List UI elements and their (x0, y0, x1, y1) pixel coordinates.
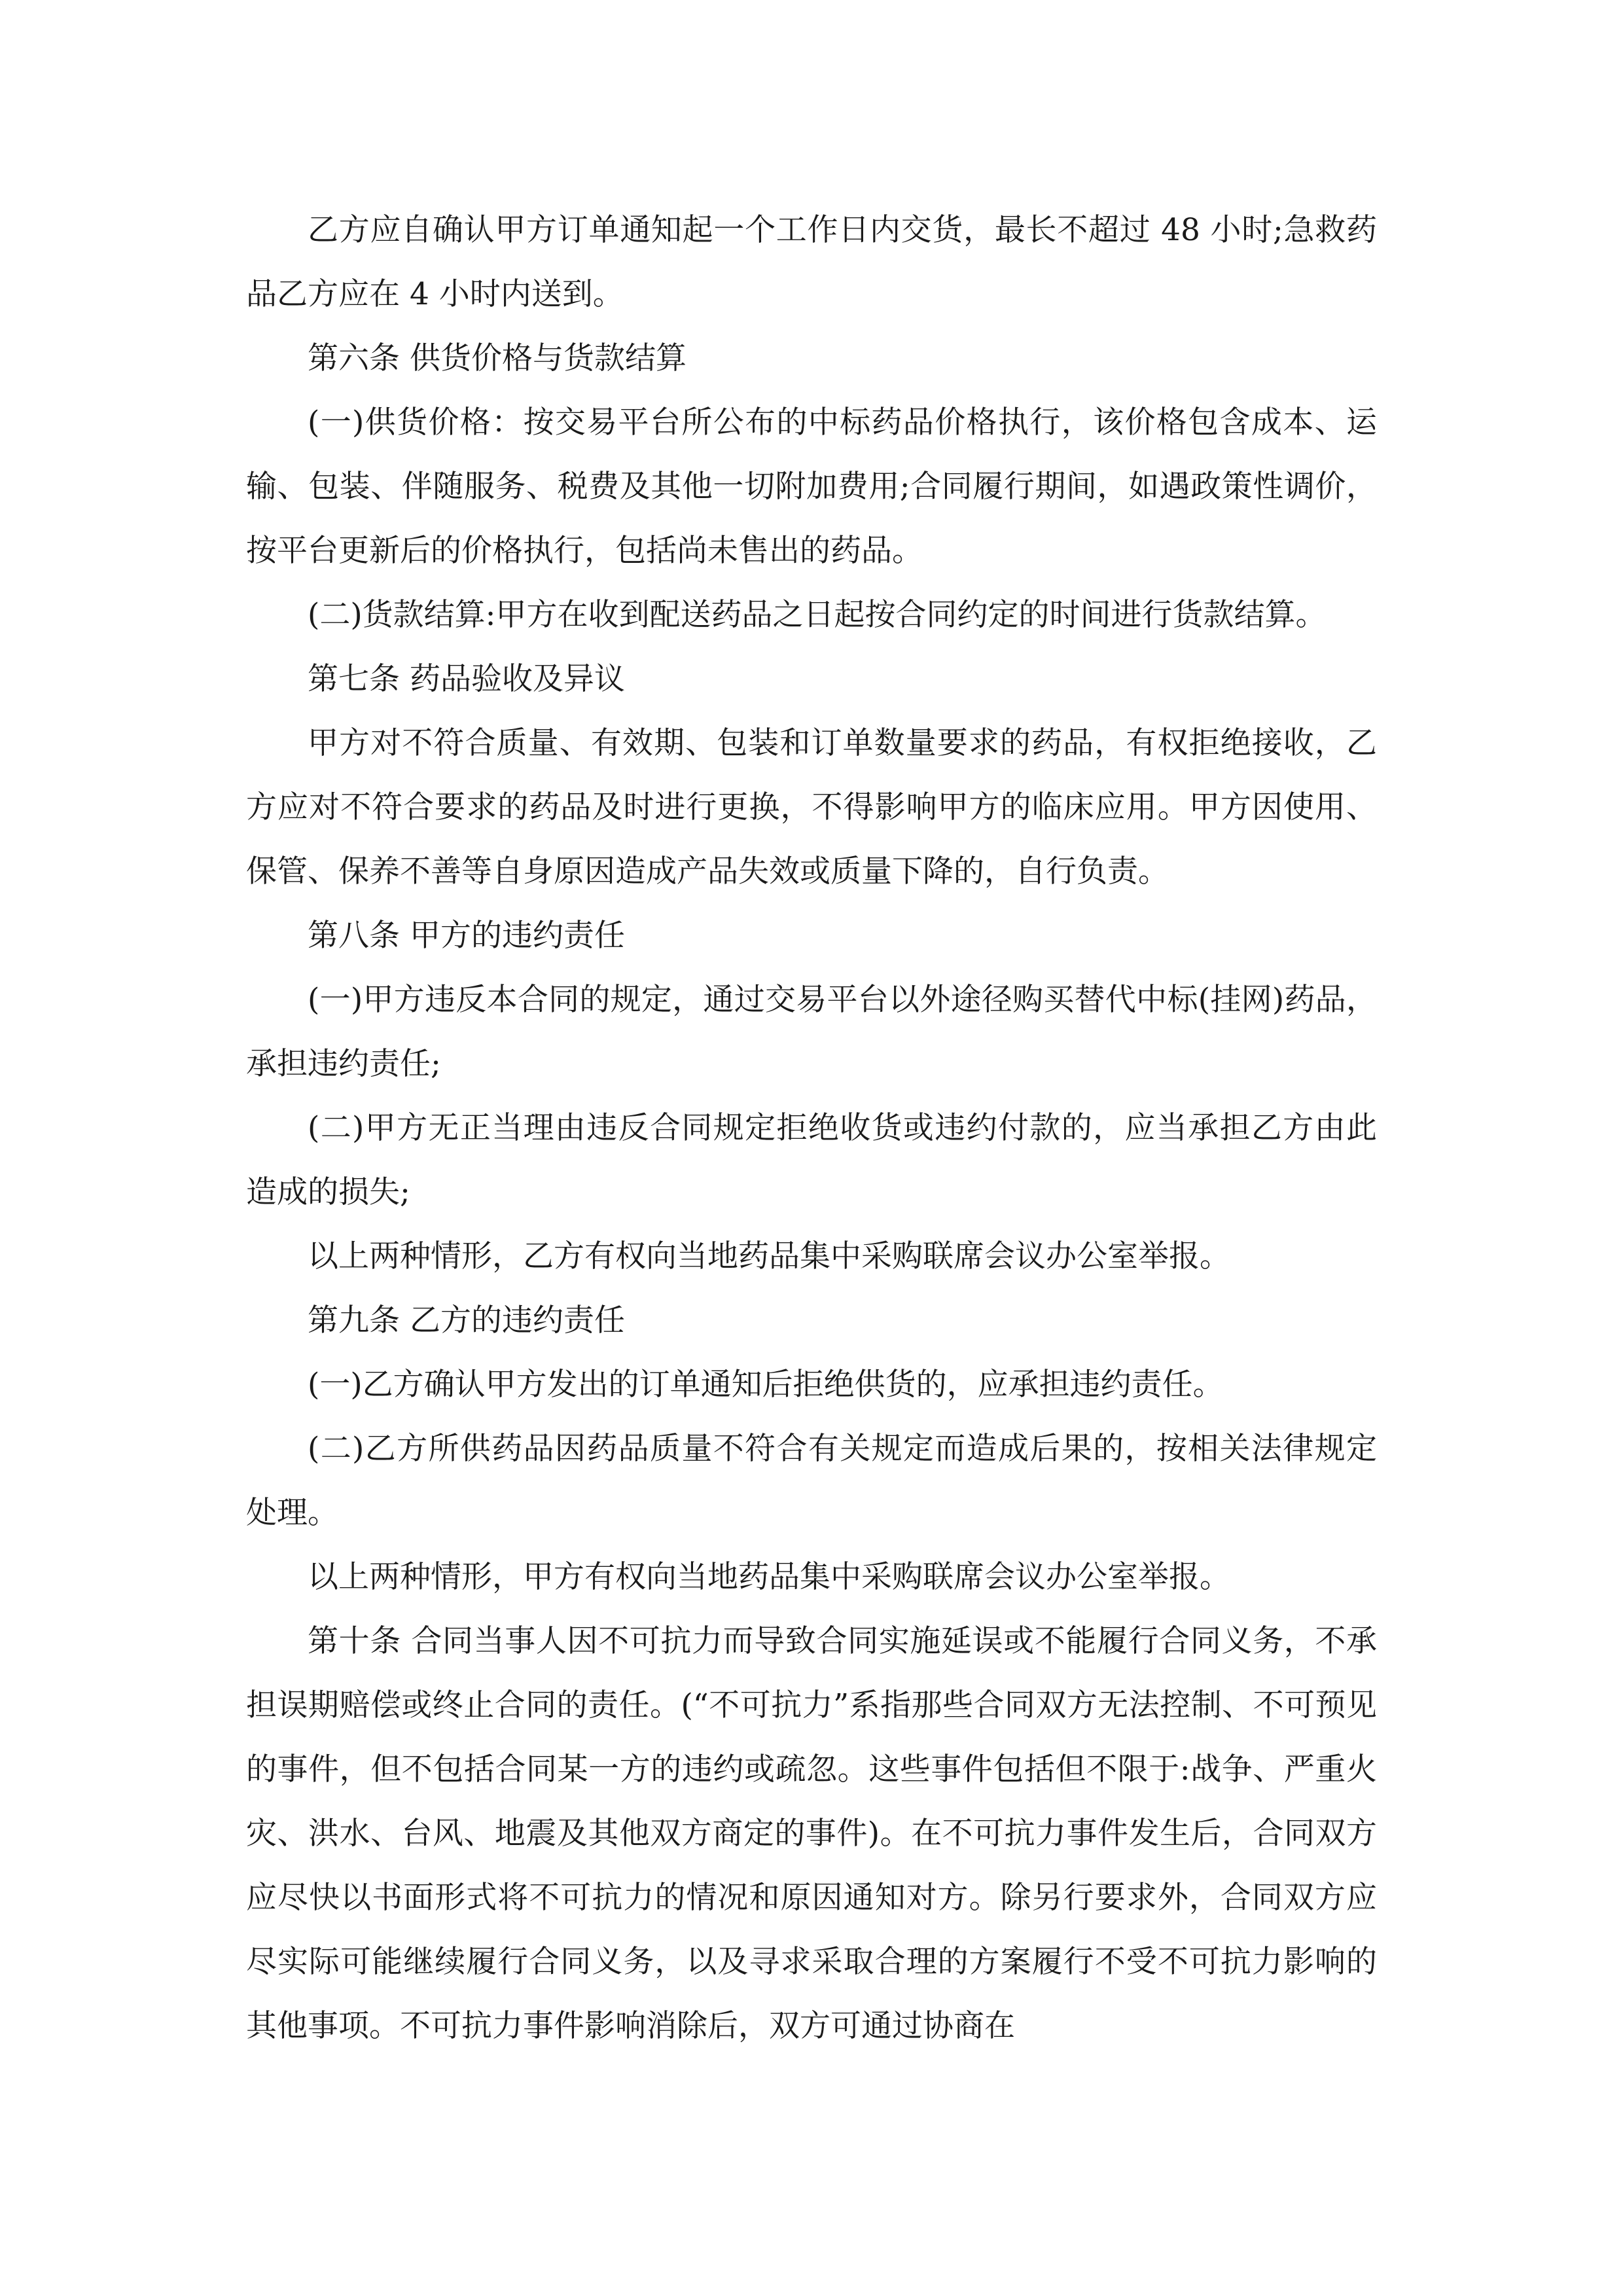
paragraph-inspection: 甲方对不符合质量、有效期、包装和订单数量要求的药品，有权拒绝接收，乙方应对不符合要求的药品及时进行更换，不得影响甲方的临床应用。甲方因使用、保管、保养不善等自身原因造成产品失效或质量下降的，自行负责。 (246, 725, 1377, 889)
heading-article-6: 第六条 供货价格与货款结算 (308, 340, 687, 376)
paragraph-party-b-breach-1: (一)乙方确认甲方发出的订单通知后拒绝供货的，应承担违约责任。 (308, 1367, 1224, 1403)
heading-article-7: 第七条 药品验收及异议 (308, 661, 625, 697)
paragraph-party-b-report: 以上两种情形，乙方有权向当地药品集中采购联席会议办公室举报。 (308, 1238, 1230, 1274)
paragraph-supply-price: (一)供货价格：按交易平台所公布的中标药品价格执行，该价格包含成本、运输、包装、伴随服务、税费及其他一切附加费用;合同履行期间，如遇政策性调价，按平台更新后的价格执行，包括尚未售出的药品。 (246, 404, 1377, 569)
paragraph-party-a-breach-1: (一)甲方违反本合同的规定，通过交易平台以外途径购买替代中标(挂网)药品，承担违约责任; (246, 982, 1377, 1082)
heading-article-8: 第八条 甲方的违约责任 (308, 918, 625, 954)
heading-article-9: 第九条 乙方的违约责任 (308, 1302, 625, 1338)
document-body (246, 198, 1377, 2058)
paragraph-party-a-breach-2: (二)甲方无正当理由违反合同规定拒绝收货或违约付款的，应当承担乙方由此造成的损失; (246, 1110, 1377, 1210)
paragraph-delivery-time: 乙方应自确认甲方订单通知起一个工作日内交货，最长不超过 48 小时;急救药品乙方应在 4 小时内送到。 (246, 212, 1377, 312)
paragraph-party-a-report: 以上两种情形，甲方有权向当地药品集中采购联席会议办公室举报。 (308, 1559, 1230, 1595)
paragraph-payment-settlement: (二)货款结算:甲方在收到配送药品之日起按合同约定的时间进行货款结算。 (308, 597, 1327, 633)
paragraph-party-b-breach-2: (二)乙方所供药品因药品质量不符合有关规定而造成后果的，按相关法律规定处理。 (246, 1431, 1377, 1531)
paragraph-article-10-force-majeure: 第十条 合同当事人因不可抗力而导致合同实施延误或不能履行合同义务，不承担误期赔偿或终止合同的责任。(“不可抗力”系指那些合同双方无法控制、不可预见的事件，但不包括合同某一方的违约或疏忽。这些事件包括但不限于:战争、严重火灾、洪水、台风、地震及其他双方商定的事件)。在不可抗力事件发生后，合同双方应尽快以书面形式将不可抗力的情况和原因通知对方。除另行要求外，合同双方应尽实际可能继续履行合同义务，以及寻求采取合理的方案履行不受不可抗力影响的其他事项。不可抗力事件影响消除后，双方可通过协商在 (246, 1623, 1377, 2044)
